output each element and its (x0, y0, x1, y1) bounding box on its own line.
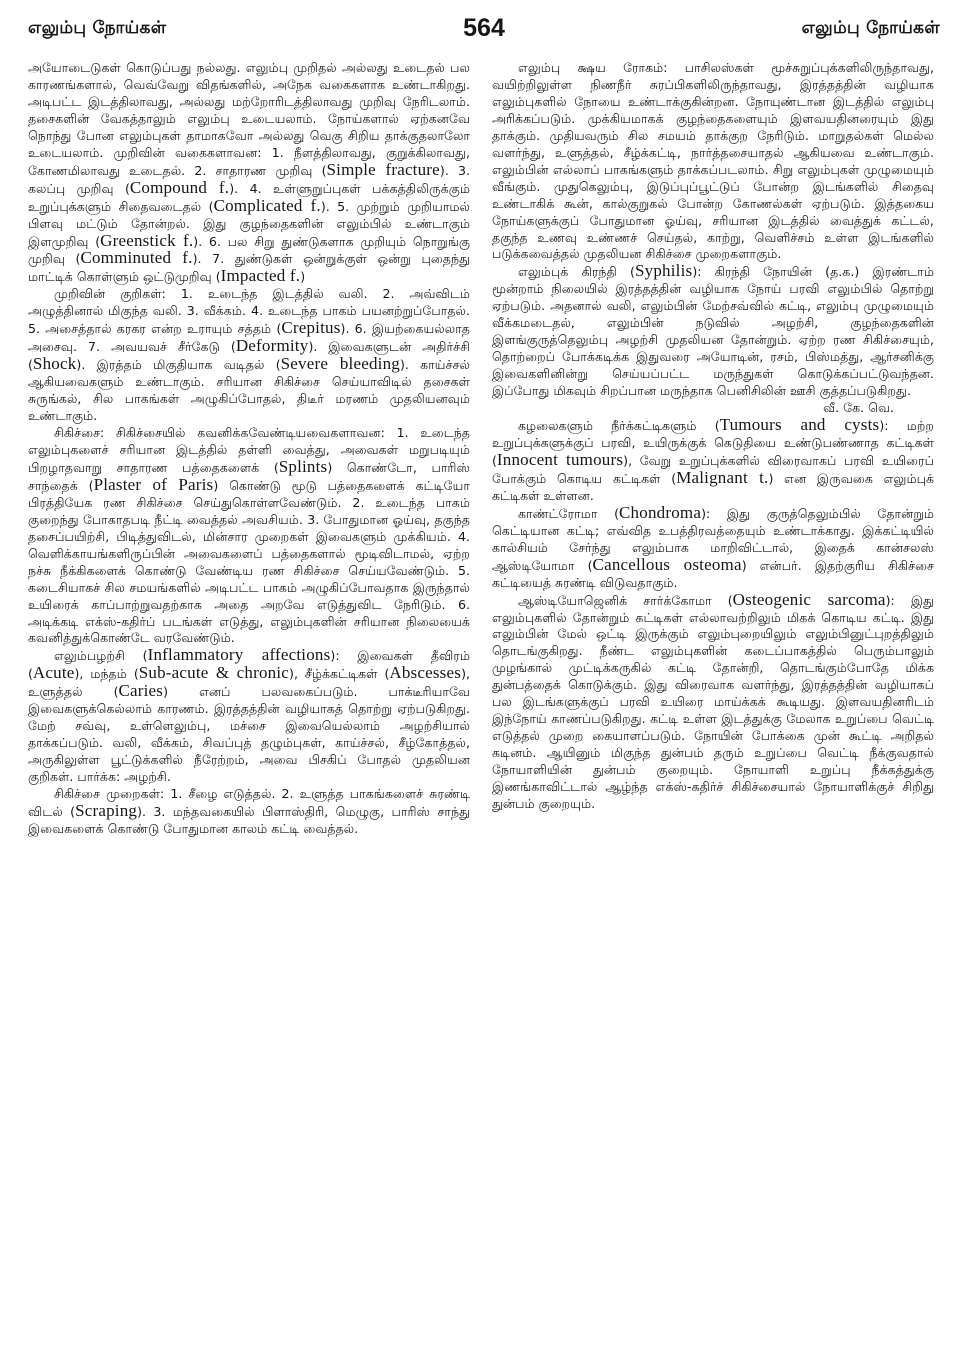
paragraph: எலும்பு க்ஷய ரோகம்: பாசிலஸ்கள் மூச்சுறுப்புக்களிலிருந்தாவது, வயிற்றிலுள்ள நிணநீர் சுரப்பிகளிலிருந்தாவது, இரத்தத்தின் வழியாக எலும்புகளில் நோயை உண்டாக்குகின்றன. நோயுண்டான இடத்தில் எலும்பு அரிக்கப்படும். முக்கியமாகக் குழந்தைகளையும் இளவயதினரையும் இது தாக்கும். முதியவரும் சில சமயம் தாக்குற நேரிடும். மாறுதல்கள் மெல்ல வளர்ந்து, உளுத்தல், சீழ்க்கட்டி, நார்த்தசையாதல் ஆகியவை உண்டாகும். எலும்பின் எல்லாப் பாகங்களும் தாக்கப்படலாம். சிறு எலும்புகள் முழுமையும் வீங்கும். முதுகெலும்பு, இடுப்புப்பூட்டுப் போன்ற இடங்களில் சிதைவு உண்டாகிக் கூன், கால்குறுகல் போன்ற கோணல்கள் ஏற்படும். இத்தகைய நோய்களுக்குப் போதுமான ஓய்வு, சரியான இடத்தில் வைத்துக் கட்டல், தகுந்த உணவு உண்ணச் செய்தல், காற்று, வெளிச்சம் உள்ள இடங்களில் படுக்கவைத்தல் முதலியன சிகிச்சை முறைகளாகும். (492, 60, 934, 262)
paragraph: சிகிச்சை: சிகிச்சையில் கவனிக்கவேண்டியவைகளாவன: 1. உடைந்த எலும்புகளைச் சரியான இடத்தில் தள்ளி வைத்து, அவைகள் மறுபடியும் பிறழாதவாறு சாதாரண பத்தைகளைக் (Splints) கொண்டோ, பாரிஸ் சாந்தைக் (Plaster of Paris) கொண்டு மூடு பத்தைகளைக் கட்டியோ பிரத்தியேக ரண சிகிச்சை செய்துகொள்ளவேண்டும். 2. உடைந்த பாகம் குறைந்து போகாதபடி நீட்டி வைத்தல் அவசியம். 3. போதுமான ஓய்வு, தகுந்த தசைப்பயிற்சி, பிடித்துவிடல், மின்சார முறைகள் இவைகளும் முக்கியம். 4. வெளிக்காயங்களிருப்பின் அவைகளைப் பத்தைகளால் மூடிவிடாமல், ஏற்ற நச்சு நீக்கிகளைக் கொண்டு வேண்டிய ரண சிகிச்சை செய்யவேண்டும். 5. கடைசியாகச் சில சமயங்களில் அடிபட்ட பாகம் அழுகிப்போவதாக இருந்தால் உயிரைக் காப்பாற்றுவதற்காக அதை அறவே எடுத்துவிட நேரிடும். 6. அடிக்கடி எக்ஸ்-கதிர்ப் படங்கள் எடுத்து, எலும்புகளின் சரியான நிலையைக் கவனித்துக்கொண்டே வரவேண்டும். (28, 425, 470, 646)
author-signature: வீ. கே. வெ. (823, 400, 894, 416)
paragraph: அயோடைடுகள் கொடுப்பது நல்லது. எலும்பு முறிதல் அல்லது உடைதல் பல காரணங்களால், வெவ்வேறு விதங்களில், அநேக வகைகளாக உண்டாகிறது. அடிபட்ட இடத்திலாவது, அல்லது மற்றோரிடத்திலாவது முறிவு நேரிடலாம். தசைகளின் வேகத்தாலும் எலும்பு உடையலாம். நோய்களால் ஏற்கனவே நொந்து போன எலும்புகள் தாமாகவோ அல்லது வெகு சிறிய தாக்குதலாலோ உடையலாம். முறிவின் வகைகளாவன: 1. நீளத்திலாவது, குறுக்கிலாவது, கோணமிலாவது உடைதல். 2. சாதாரண முறிவு (Simple fracture). 3. கலப்பு முறிவு (Compound f.). 4. உள்ளுறுப்புகள் பக்கத்திலிருக்கும் உறுப்புக்களும் சிதைவடைதல் (Complicated f.). 5. முற்றும் முறியாமல் பிளவு மட்டும் தோன்றல். இது குழந்தைகளின் எலும்பில் உண்டாகும் இளமுறிவு (Greenstick f.). 6. பல சிறு துண்டுகளாக முறியும் நொறுங்கு முறிவு (Comminuted f.). 7. துண்டுகள் ஒன்றுக்குள் ஒன்று புதைந்து மாட்டிக் கொள்ளும் ஒட்டுமுறிவு (Impacted f.) (28, 60, 470, 286)
paragraph: எலும்பழற்சி (Inflammatory affections): இவைகள் தீவிரம் (Acute), மந்தம் (Sub-acute & chronic), சீழ்க்கட்டிகள் (Abscesses), உளுத்தல் (Caries) எனப் பலவகைப்படும். பாக்டீரியாவே இவைகளுக்கெல்லாம் காரணம். இரத்தத்தின் வழியாகத் தொற்று ஏற்படுகிறது. மேற் சவ்வு, உள்ளெலும்பு, மச்சை இவையெல்லாம் அழற்சியால் தாக்கப்படும். வலி, வீக்கம், சிவப்புத் தழும்புகள், காய்ச்சல், சீழ்கோத்தல், அருகிலுள்ள பூட்டுக்களில் நீரேற்றம், அவை பிசகிப் போதல் முதலியன குறிகள். பார்க்க: அழற்சி. (28, 645, 470, 785)
right-column (492, 60, 934, 1350)
left-column (28, 60, 470, 1350)
page-header (28, 14, 940, 48)
paragraph: கழலைகளும் நீர்க்கட்டிகளும் (Tumours and cysts): மற்ற உறுப்புக்களுக்குப் பரவி, உயிருக்குக் கெடுதியை உண்டுபண்ணாத கட்டிகள் (Innocent tumours), வேறு உறுப்புக்களில் விரைவாகப் பரவி உயிரைப் போக்கும் கொடிய கட்டிகள் (Malignant t.) என இருவகை எலும்புக் கட்டிகள் உள்ளன. (492, 415, 934, 503)
paragraph: எலும்புக் கிரந்தி (Syphilis): கிரந்தி நோயின் (த.க.) இரண்டாம் மூன்றாம் நிலையில் இரத்தத்தின் வழியாக நோய் பரவி எலும்பில் தொற்று ஏற்படும். அதனால் வலி, எலும்பின் மேற்சவ்வில் கட்டி, எலும்பு முழுமையும் வீக்கமடைதல், எலும்பின் நடுவில் அழற்சி, குழந்தைகளின் இளங்குருத்தெலும்பு அழற்சி முதலியன தோன்றும். ஏற்ற ரண சிகிச்சையும், தொற்றைப் போக்கடிக்க இதுவரை அயோடின், ரசம், பிஸ்மத்து, ஆர்சனிக்கு இவைகளினின்று செய்யப்பட்ட மருந்துகள் கொடுக்கப்பட்டுவந்தன. இப்போது மிகவும் சிறப்பான மருந்தாக பெனிசிலின் ஊசி குத்தப்படுகிறது. (492, 261, 934, 399)
page-number: 564 (463, 14, 505, 42)
paragraph: சிகிச்சை முறைகள்: 1. சீழை எடுத்தல். 2. உளுத்த பாகங்களைச் சுரண்டி விடல் (Scraping). 3. மந்தவகையில் பிளாஸ்திரி, மெழுகு, பாரிஸ் சாந்து இவைகளைக் கொண்டு போதுமான காலம் கட்டி வைத்தல். (28, 786, 470, 836)
paragraph: முறிவின் குறிகள்: 1. உடைந்த இடத்தில் வலி. 2. அவ்விடம் அழுத்தினால் மிகுந்த வலி. 3. வீக்கம். 4. உடைந்த பாகம் பயனற்றுப்போதல். 5. அசைத்தால் கரகர என்ற உராயும் சத்தம் (Crepitus). 6. இயற்கையல்லாத அசைவு. 7. அவயவச் சீர்கேடு (Deformity). இவைகளுடன் அதிர்ச்சி (Shock). இரத்தம் மிகுதியாக வடிதல் (Severe bleeding). காய்ச்சல் ஆகியவைகளும் உண்டாகும். சரியான சிகிச்சை செய்யாவிடில் தசைகள் சுருங்கல், சில பாகங்கள் அழுகிப்போதல், திடீர் மரணம் முதலியனவும் உண்டாகும். (28, 286, 470, 424)
running-head-left: எலும்பு நோய்கள் (28, 18, 167, 38)
running-head-right: எலும்பு நோய்கள் (801, 18, 940, 38)
paragraph: ஆஸ்டியோஜெனிக் சார்க்கோமா (Osteogenic sarcoma): இது எலும்புகளில் தோன்றும் கட்டிகள் எல்லாவற்றிலும் மிகக் கொடிய கட்டி. இது எலும்பின் மேல் ஒட்டி இருக்கும் எலும்புறையிலும் எலும்பினுட்புறத்திலும் தொடங்குகிறது. நீண்ட எலும்புகளின் கடைப்பாகத்தில் பெரும்பாலும் முழங்கால் முட்டிக்கருகில் கட்டி தோன்றி, தொடங்கும்போதே மிக்க துன்பத்தைக் கொடுக்கும். இது விரைவாக வளர்ந்து, இரத்தத்தின் வழியாகப் பல இடங்களுக்குப் பரவி உயிரை மாய்க்கக் கூடியது. இளவயதினரிடம் இந்நோய் காணப்படுகிறது. கட்டி உள்ள இடத்துக்கு மேலாக உறுப்பை வெட்டி எடுத்தல் முறை கையாளப்படும். நோயின் போக்கை முன் கூட்டி அறிதல் கடினம். ஆயினும் மிகுந்த துன்பம் தரும் உறுப்பை வெட்டி நீக்குவதால் நோயாளியின் துன்பம் குறையும். நோயாளி உறுப்பு நீக்கத்துக்கு இணங்காவிட்டால் ஆழ்ந்த எக்ஸ்-கதிர்ச் சிகிச்சையால் நோயாளிக்குச் சிறிது துன்பம் குறையும். (492, 589, 934, 811)
paragraph: காண்ட்ரோமா (Chondroma): இது குருத்தெலும்பில் தோன்றும் கெட்டியான கட்டி; எவ்வித உபத்திரவத்தையும் உண்டாக்காது. இக்கட்டியில் கால்சியம் சேர்ந்து எலும்பாக மாறிவிட்டால், இதைக் கான்சலஸ் ஆஸ்டியோமா (Cancellous osteoma) என்பர். இதற்குரிய சிகிச்சை கட்டியைத் சுரண்டி விடுவதாகும். (492, 502, 934, 590)
